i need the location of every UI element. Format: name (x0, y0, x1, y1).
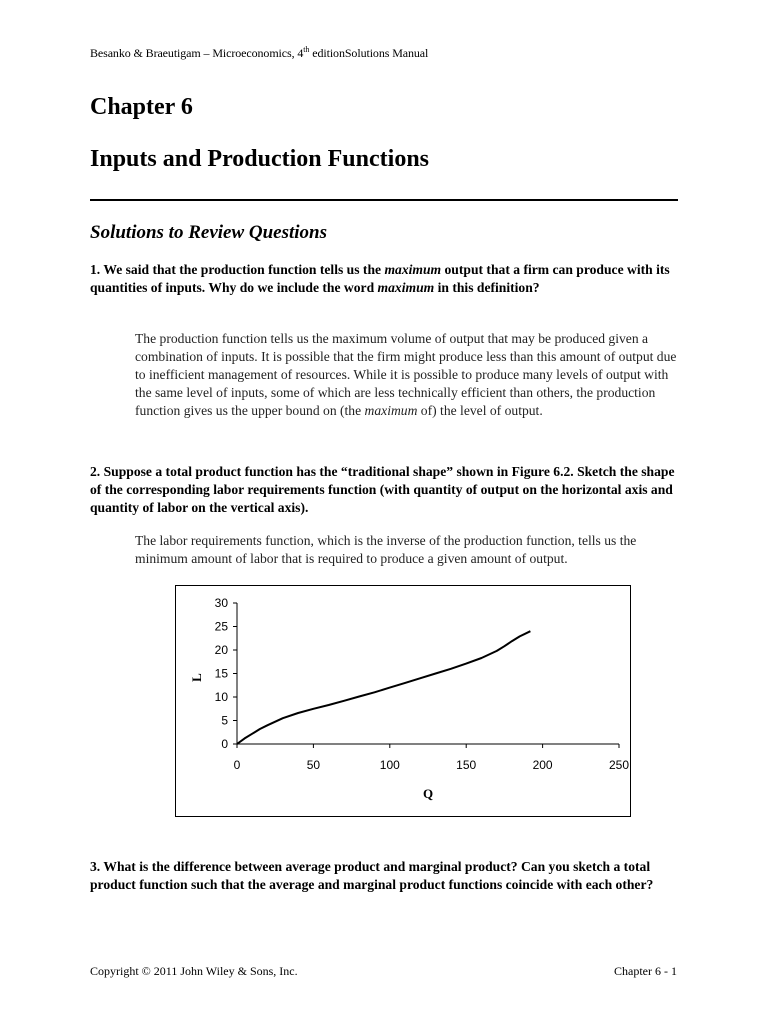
x-tick-label: 50 (306, 758, 321, 772)
labor-requirements-chart (175, 585, 631, 817)
x-tick-label: 200 (532, 758, 553, 772)
y-tick-label: 5 (221, 713, 228, 728)
answer-1: The production function tells us the maximum volume of output that may be produced given a combination of inputs. It is possible that the firm might produce less than this amount of output due to inefficient management of resources. While it is possible to produce many levels of output with the same level of inputs, some of which are less technically efficient than others, the production function gives us the upper bound on (the maximum of) the level of output. (135, 331, 677, 418)
y-tick-label: 0 (221, 737, 228, 751)
title-divider (90, 199, 678, 201)
x-axis-label: Q (422, 786, 434, 801)
x-tick-label: 150 (456, 758, 477, 772)
footer-page-number: Chapter 6 - 1 (614, 964, 677, 978)
chapter-subject-title: Inputs and Production Functions (90, 146, 429, 172)
y-axis-label: L (189, 673, 204, 682)
header-superscript: th (303, 45, 310, 54)
y-tick-label: 30 (214, 596, 228, 610)
y-tick-label: 10 (214, 690, 228, 704)
running-header: Besanko & Braeutigam – Microeconomics, 4th editionSolutions Manual (90, 45, 429, 60)
x-tick-label: 100 (379, 758, 400, 772)
y-tick-label: 25 (214, 619, 228, 634)
y-tick-label: 20 (214, 643, 228, 657)
x-tick-label: 0 (233, 758, 241, 772)
question-3: 3. What is the difference between average product and marginal product? Can you sketch a total product function such that the average and marginal product functions coincide with each other? (90, 859, 654, 892)
labor-requirements-series-line (237, 631, 530, 744)
emphasis-maximum: maximum (384, 262, 442, 277)
question-2: 2. Suppose a total product function has the “traditional shape” shown in Figure 6.2. Sketch the shape of the corresponding labor requirements function (with quantity of output on the horizontal axis and quantity of labor on the vertical axis). (90, 464, 675, 515)
section-heading: Solutions to Review Questions (90, 222, 328, 243)
y-tick-label: 15 (214, 666, 228, 681)
answer-2: The labor requirements function, which is the inverse of the production function, tells us the minimum amount of labor that is required to produce a given amount of output. (135, 533, 637, 566)
emphasis-maximum: maximum (377, 280, 435, 295)
footer-copyright: Copyright © 2011 John Wiley & Sons, Inc. (90, 964, 298, 978)
emphasis-maximum: maximum (364, 403, 418, 418)
question-1: 1. We said that the production function tells us the maximum output that a firm can produce with its quantities of inputs. Why do we include the word maximum in this definition? (90, 262, 670, 295)
x-tick-label: 250 (608, 758, 630, 772)
chapter-number-title: Chapter 6 (90, 94, 193, 120)
chart-canvas (176, 586, 630, 816)
